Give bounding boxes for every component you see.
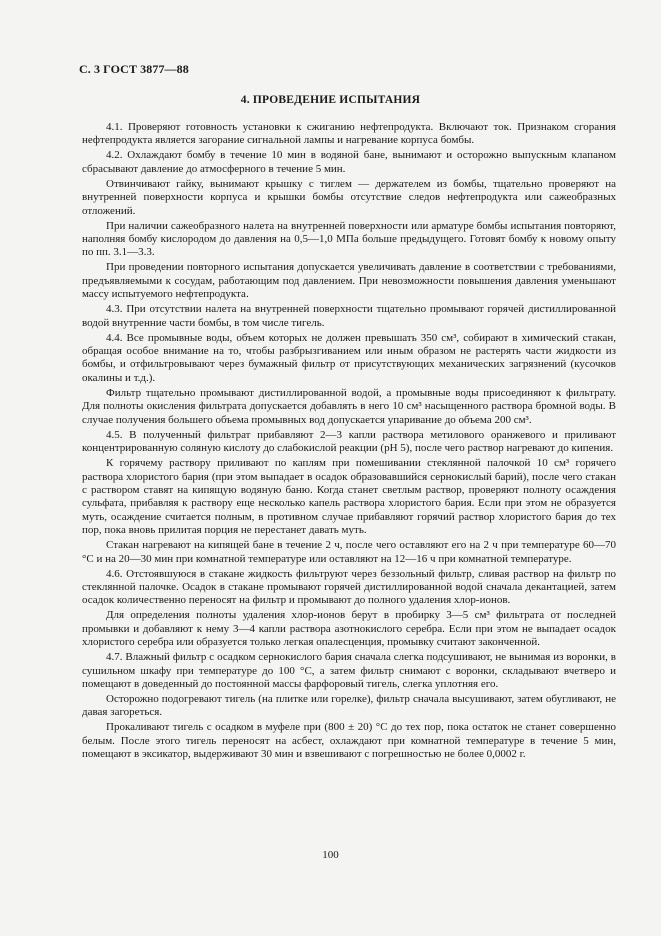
paragraph: 4.3. При отсутствии налета на внутренней поверхности тщательно промывают горячей дистиллированной водой внутренние части бомбы, в том числе тигель. [82,303,616,329]
paragraph: Прокаливают тигель с осадком в муфеле при (800 ± 20) °С до тех пор, пока остаток не станет совершенно белым. После этого тигель переносят на асбест, охлаждают при комнатной температуре в течение 5 мин, помещают в эксикатор, выдерживают 30 мин и взвешивают с погрешностью не более 0,0002 г. [82,721,616,761]
paragraph: При наличии сажеобразного налета на внутренней поверхности или арматуре бомбы испытания повторяют, наполняя бомбу кислородом до давления на 0,5—1,0 МПа больше предыдущего. Готовят бомбу к новому опыту по пп. 3.1—3.3. [82,219,616,259]
paragraph: 4.7. Влажный фильтр с осадком сернокислого бария сначала слегка подсушивают, не вынимая из воронки, в сушильном шкафу при температуре до 100 °С, а затем фильтр снимают с воронки, складывают вчетверо и помещают в доведенный до постоянной массы фарфоровый тигель, слегка уплотняя его. [82,651,616,690]
paragraph: При проведении повторного испытания допускается увеличивать давление в соответствии с требованиями, предъявляемыми к сосудам, работающим под давлением. При невозможности повышения давления уменьшают массу испытуемого нефтепродукта. [82,261,616,301]
page-header: С. 3 ГОСТ 3877—88 [79,62,189,76]
paragraph: 4.1. Проверяют готовность установки к сжиганию нефтепродукта. Включают ток. Признаком сгорания нефтепродукта является загорание сигнальной лампы и нагревание корпуса бомбы. [82,121,616,147]
paragraph: Фильтр тщательно промывают дистиллированной водой, а промывные воды присоединяют к фильтрату. Для полноты окисления фильтрата допускается добавлять в него 10 см³ насыщенного раствора бромной воды. В случае получения большего объема промывных вод допускается упаривание до объема 200 см³. [82,386,616,426]
paragraph: Отвинчивают гайку, вынимают крышку с тиглем — держателем из бомбы, тщательно проверяют на внутренней поверхности корпуса и крышки бомбы отсутствие следов нефтепродукта или сажеобразных отложений. [82,177,616,217]
paragraph: 4.6. Отстоявшуюся в стакане жидкость фильтруют через беззольный фильтр, сливая раствор на фильтр по стеклянной палочке. Осадок в стакане промывают горячей дистиллированной водой сначала декантацией, затем осадок количественно переносят на фильтр и промывают до полного удаления хлор-ионов. [82,567,616,607]
paragraph: Для определения полноты удаления хлор-ионов берут в пробирку 3—5 см³ фильтрата от последней промывки и добавляют к нему 3—4 капли раствора азотнокислого серебра. Если при этом не выпадает осадок хлористого серебра или образуется только легкая опалесценция, промывку считают законченной. [82,609,616,649]
body-text [82,121,616,763]
page-number: 100 [322,849,339,861]
paragraph: Стакан нагревают на кипящей бане в течение 2 ч, после чего оставляют его на 2 ч при температуре 60—70 °С и на 20—30 мин при комнатной температуре или оставляют на 12—16 ч при комнатной температуре. [82,539,616,565]
paragraph: 4.4. Все промывные воды, объем которых не должен превышать 350 см³, собирают в химический стакан, обращая особое внимание на то, чтобы разбрызгиванием или иным образом не растерять части жидкости из бомбы, и отфильтровывают через бумажный фильтр от присутствующих механических загрязнений (кусочков окалины и т.д.). [82,331,616,384]
section-title: 4. ПРОВЕДЕНИЕ ИСПЫТАНИЯ [240,94,421,106]
paragraph: Осторожно подогревают тигель (на плитке или горелке), фильтр сначала высушивают, затем обугливают, не давая загореться. [82,692,616,719]
paragraph: 4.2. Охлаждают бомбу в течение 10 мин в водяной бане, вынимают и осторожно выпускным клапаном сбрасывают давление до атмосферного в течение 5 мин. [82,149,616,175]
paragraph: К горячему раствору приливают по каплям при помешивании стеклянной палочкой 10 см³ горячего раствора хлористого бария (при этом выпадает в осадок образовавшийся сернокислый барий), после чего стакан с раствором ставят на кипящую водяную баню. Когда станет светлым раствор, проверяют полноту осаждения сульфата, прибавляя к раствору еще несколько капель раствора хлористого бария. Если при этом не образуется муть, осаждение считается полным, в противном случае прибавляют горячий раствор хлористого бария до тех пор, пока вновь прилитая порция не перестанет давать муть. [82,457,616,537]
paragraph: 4.5. В полученный фильтрат прибавляют 2—3 капли раствора метилового оранжевого и приливают концентрированную соляную кислоту до слабокислой реакции (pH 5), после чего раствор нагревают до кипения. [82,428,616,455]
